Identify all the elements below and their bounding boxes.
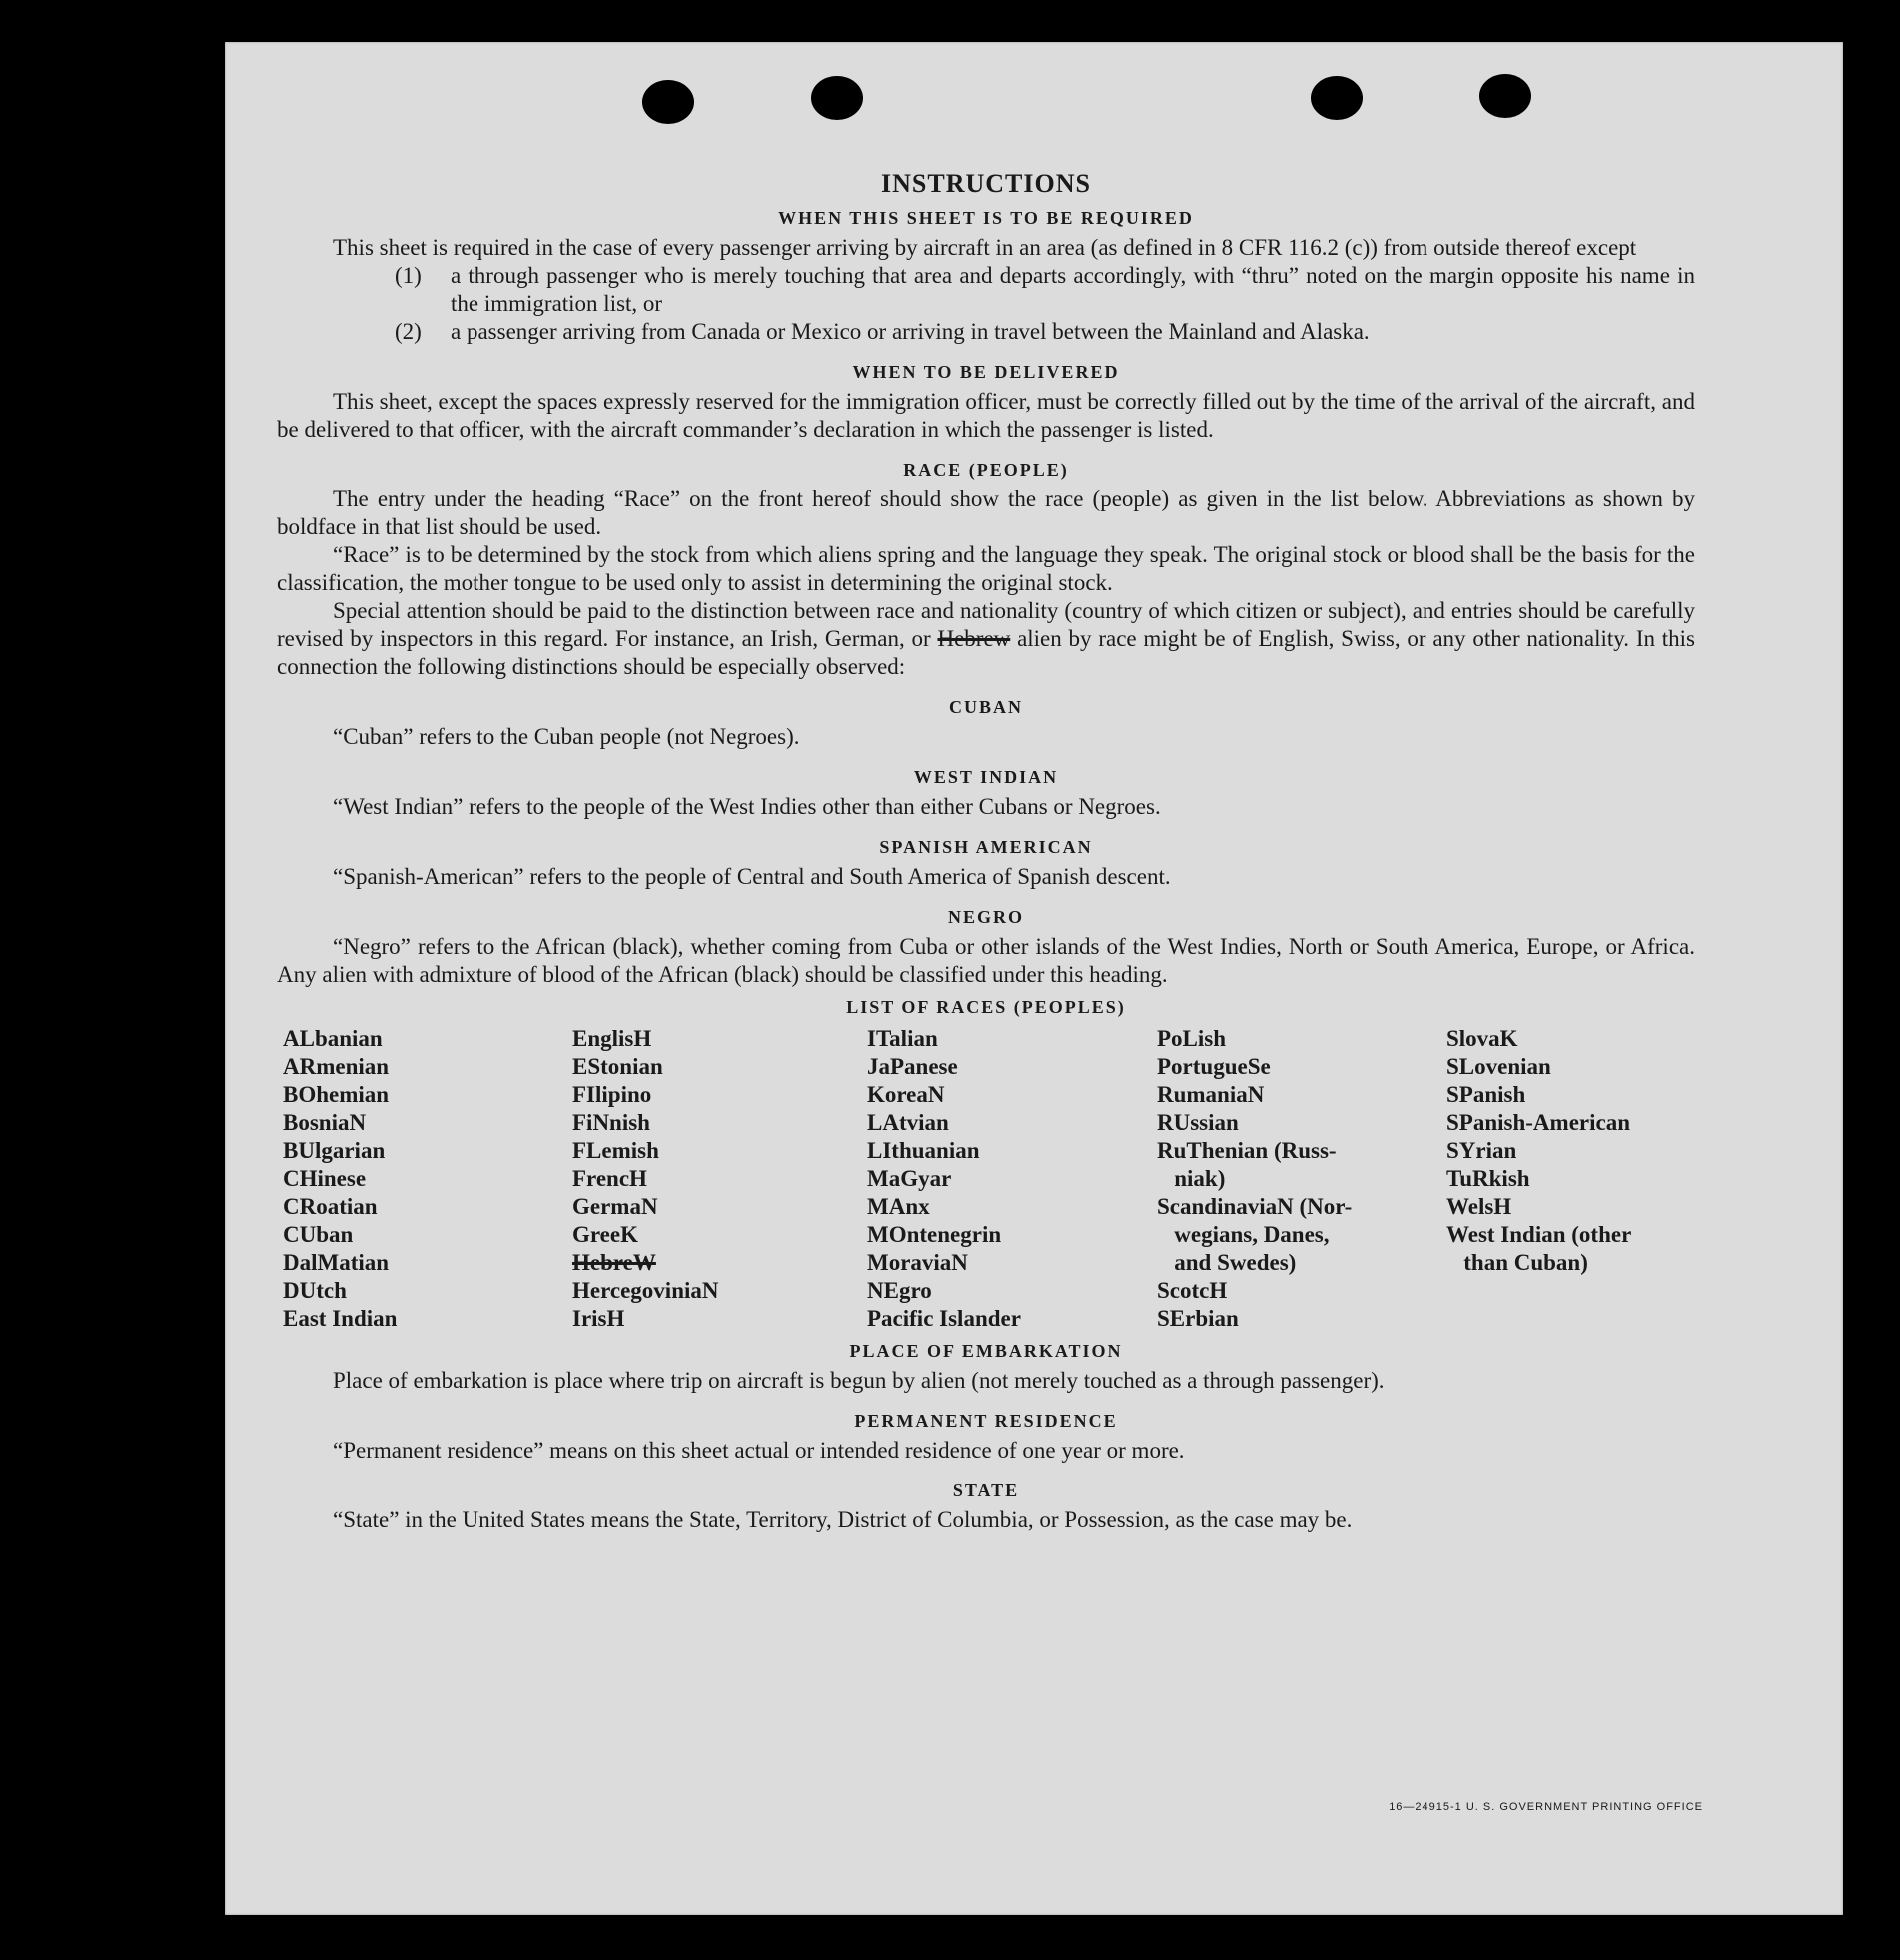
race-entry: PortugueSe xyxy=(1157,1054,1271,1079)
race-entry: SLovenian xyxy=(1446,1054,1551,1079)
race-entry: GermaN xyxy=(572,1194,658,1219)
race-entry: SlovaK xyxy=(1446,1026,1518,1051)
residence-text: “Permanent residence” means on this sheet actual or intended residence of one year or more. xyxy=(333,1438,1185,1463)
race-entry: RuThenian (Russ- xyxy=(1157,1138,1337,1163)
race-p3-after: alien by race might be of English, Swiss, or any other nationality. In this connection the following distinctions should be especially observed: xyxy=(277,626,1696,679)
punch-hole xyxy=(1479,74,1531,118)
race-entry: SYrian xyxy=(1446,1138,1517,1163)
race-entry: KoreaN xyxy=(867,1082,945,1107)
races-column xyxy=(867,1025,1157,1333)
instructions-content xyxy=(277,170,1695,1534)
race-entry: FIlipino xyxy=(572,1082,652,1107)
heading-state: STATE xyxy=(952,1480,1020,1500)
race-entry: ScandinaviaN (Nor- xyxy=(1157,1194,1353,1219)
races-column xyxy=(572,1025,867,1333)
race-entry: HebreW xyxy=(572,1250,656,1275)
race-entry: wegians, Danes, xyxy=(1157,1222,1330,1247)
punch-hole xyxy=(1311,76,1363,120)
race-entry: than Cuban) xyxy=(1446,1250,1588,1275)
when-required-intro: This sheet is required in the case of every passenger arriving by aircraft in an area (as defined in 8 CFR 116.2 (c)) from outside thereof except xyxy=(333,235,1637,260)
race-entry: JaPanese xyxy=(867,1054,958,1079)
race-entry: ALbanian xyxy=(283,1026,383,1051)
race-entry: CRoatian xyxy=(283,1194,378,1219)
race-entry: DalMatian xyxy=(283,1250,390,1275)
state-text: “State” in the United States means the State, Territory, District of Columbia, or Possession, as the case may be. xyxy=(333,1507,1353,1532)
race-entry: CHinese xyxy=(283,1166,367,1191)
heading-when-delivered: WHEN TO BE DELIVERED xyxy=(852,362,1120,382)
race-entry: West Indian (other xyxy=(1446,1222,1632,1247)
race-entry: HercegoviniaN xyxy=(572,1278,719,1303)
exception-item-1 xyxy=(395,262,1695,318)
race-entry: LAtvian xyxy=(867,1110,949,1135)
punch-hole xyxy=(642,80,694,124)
race-entry: MAnx xyxy=(867,1194,930,1219)
race-entry: MOntenegrin xyxy=(867,1222,1002,1247)
race-entry: EnglisH xyxy=(572,1026,652,1051)
race-entry: SPanish-American xyxy=(1446,1110,1630,1135)
race-entry: EStonian xyxy=(572,1054,663,1079)
page-title: INSTRUCTIONS xyxy=(881,169,1091,198)
item-number: (2) xyxy=(395,319,422,344)
race-paragraph-1: The entry under the heading “Race” on the front hereof should show the race (people) as given in the list below. Abbreviations as shown by boldface in that list should be used. xyxy=(277,487,1695,539)
printing-office-code: 16—24915-1 U. S. GOVERNMENT PRINTING OFFICE xyxy=(1389,1801,1703,1813)
heading-spanish-american: SPANISH AMERICAN xyxy=(879,837,1093,857)
heading-negro: NEGRO xyxy=(947,907,1024,927)
race-entry: FrencH xyxy=(572,1166,647,1191)
race-entry: ARmenian xyxy=(283,1054,390,1079)
heading-list-of-races: LIST OF RACES (PEOPLES) xyxy=(846,997,1126,1017)
race-entry: FLemish xyxy=(572,1138,659,1163)
race-entry: MoraviaN xyxy=(867,1250,968,1275)
heading-embarkation: PLACE OF EMBARKATION xyxy=(849,1341,1123,1361)
cuban-text: “Cuban” refers to the Cuban people (not Negroes). xyxy=(333,724,800,749)
race-entry: SPanish xyxy=(1446,1082,1526,1107)
item-text: a passenger arriving from Canada or Mexico or arriving in travel between the Mainland and Alaska. xyxy=(451,319,1370,344)
race-entry: East Indian xyxy=(283,1306,398,1331)
race-entry: Pacific Islander xyxy=(867,1306,1021,1331)
race-entry: WelsH xyxy=(1446,1194,1512,1219)
race-entry: BUlgarian xyxy=(283,1138,386,1163)
race-entry: BOhemian xyxy=(283,1082,390,1107)
race-entry: LIthuanian xyxy=(867,1138,980,1163)
scan-artifact xyxy=(40,1329,70,1419)
race-entry: ScotcH xyxy=(1157,1278,1228,1303)
heading-when-required: WHEN THIS SHEET IS TO BE REQUIRED xyxy=(778,208,1194,228)
heading-race: RACE (PEOPLE) xyxy=(903,460,1069,480)
west-indian-text: “West Indian” refers to the people of the West Indies other than either Cubans or Negroes. xyxy=(333,794,1161,819)
item-number: (1) xyxy=(395,263,422,288)
heading-cuban: CUBAN xyxy=(948,697,1023,717)
race-entry: NEgro xyxy=(867,1278,932,1303)
race-paragraph-2: “Race” is to be determined by the stock from which aliens spring and the language they speak. The original stock or blood shall be the basis for the classification, the mother tongue to be used only to assist in determining the original stock. xyxy=(277,542,1695,595)
race-entry: ITalian xyxy=(867,1026,938,1051)
race-entry: BosniaN xyxy=(283,1110,367,1135)
race-p3-before: Special attention should be paid to the distinction between race and nationality (country of which citizen or subject), and entries should be carefully revised by inspectors in this regard. For instance, an Irish, German, or xyxy=(277,598,1695,651)
document-page xyxy=(225,42,1843,1915)
punch-hole xyxy=(811,76,863,120)
race-entry: CUban xyxy=(283,1222,354,1247)
races-column xyxy=(283,1025,572,1333)
race-entry: MaGyar xyxy=(867,1166,952,1191)
negro-text: “Negro” refers to the African (black), whether coming from Cuba or other islands of the West Indies, North or South America, Europe, or Africa. Any alien with admixture of blood of the African (black) should be classified under this heading. xyxy=(277,934,1695,987)
race-paragraph-3 xyxy=(277,597,1695,681)
races-column xyxy=(1157,1025,1446,1333)
race-entry: FiNnish xyxy=(572,1110,650,1135)
race-entry: RUssian xyxy=(1157,1110,1239,1135)
races-list xyxy=(283,1025,1695,1333)
race-entry: GreeK xyxy=(572,1222,638,1247)
race-entry: RumaniaN xyxy=(1157,1082,1265,1107)
races-column xyxy=(1446,1025,1706,1333)
heading-west-indian: WEST INDIAN xyxy=(913,767,1059,787)
race-entry: IrisH xyxy=(572,1306,625,1331)
race-entry: SErbian xyxy=(1157,1306,1239,1331)
race-entry: DUtch xyxy=(283,1278,347,1303)
when-delivered-text: This sheet, except the spaces expressly reserved for the immigration officer, must be correctly filled out by the time of the arrival of the aircraft, and be delivered to that officer, with the aircraft commander’s declaration in which the passenger is listed. xyxy=(277,389,1695,442)
spanish-american-text: “Spanish-American” refers to the people of Central and South America of Spanish descent. xyxy=(333,864,1171,889)
race-entry: and Swedes) xyxy=(1157,1250,1297,1275)
heading-residence: PERMANENT RESIDENCE xyxy=(854,1411,1118,1431)
race-entry: niak) xyxy=(1157,1166,1226,1191)
embarkation-text: Place of embarkation is place where trip on aircraft is begun by alien (not merely touched as a through passenger). xyxy=(333,1368,1385,1393)
item-text: a through passenger who is merely touching that area and departs accordingly, with “thru” noted on the margin opposite his name in the immigration list, or xyxy=(451,263,1695,316)
race-entry: PoLish xyxy=(1157,1026,1227,1051)
exception-item-2 xyxy=(395,318,1695,346)
race-entry: TuRkish xyxy=(1446,1166,1530,1191)
race-p3-struck-word: Hebrew xyxy=(937,626,1011,651)
